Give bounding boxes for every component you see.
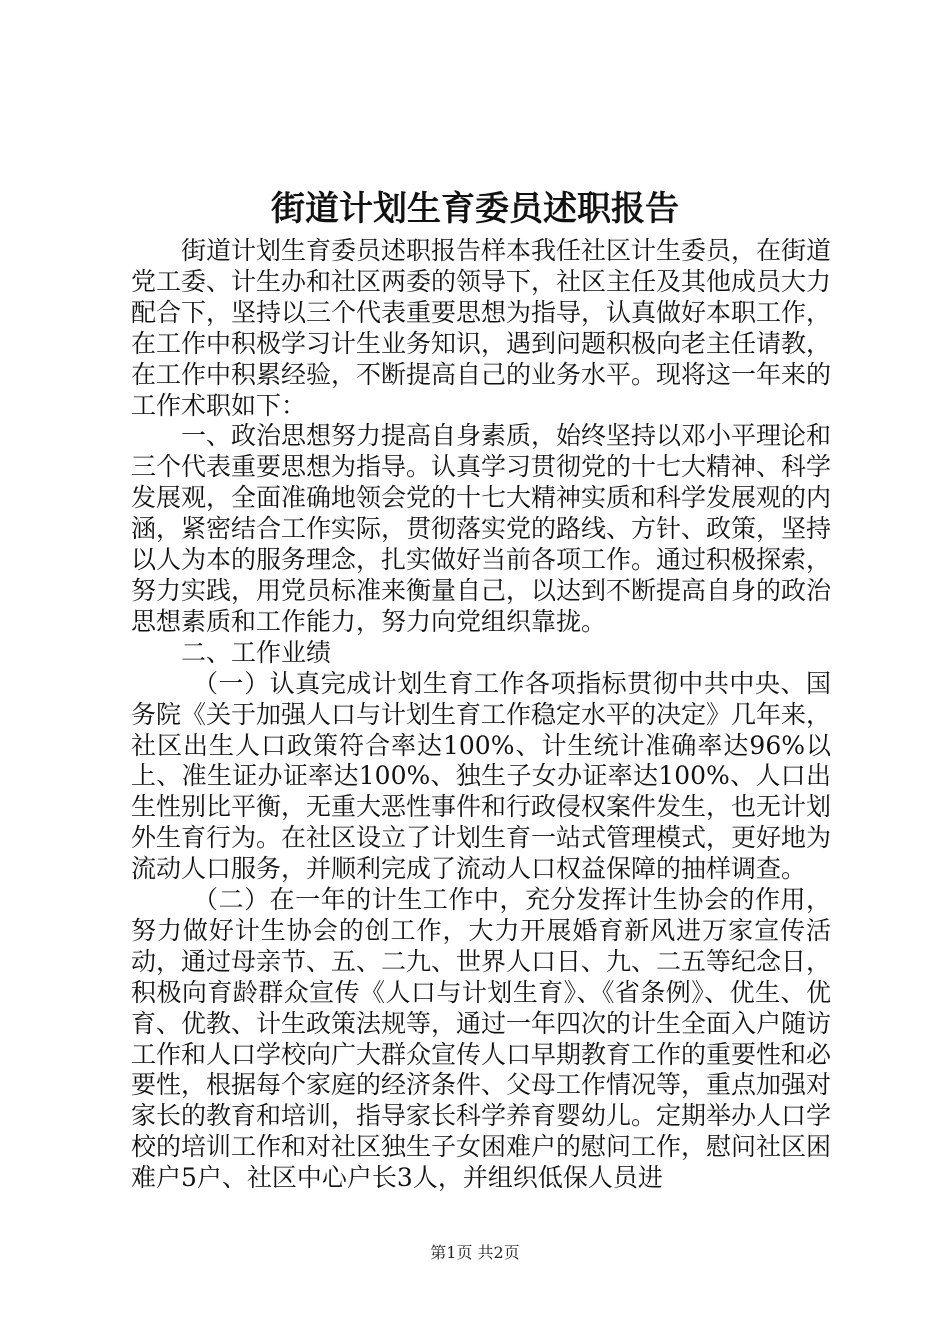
page-footer: 第1页 共2页 xyxy=(430,1243,520,1262)
document-body xyxy=(131,236,831,1194)
paragraph-subsection-1: （一）认真完成计划生育工作各项指标贯彻中共中央、国务院《关于加强人口与计划生育工作稳定水平的决定》几年来，社区出生人口政策符合率达100%、计生统计准确率达96%以上、准生证办证率达100%、独生子女办证率达100%、人口出生性别比平衡，无重大恶性事件和行政侵权案件发生，也无计划外生育行为。在社区设立了计划生育一站式管理模式，更好地为流动人口服务，并顺利完成了流动人口权益保障的抽样调查。 xyxy=(131,668,832,884)
document-title: 街道计划生育委员述职报告 xyxy=(271,189,679,229)
paragraph-subsection-2: （二）在一年的计生工作中，充分发挥计生协会的作用，努力做好计生协会的创工作，大力开展婚育新风进万家宣传活动，通过母亲节、五、二九、世界人口日、九、二五等纪念日，积极向育龄群众宣传《人口与计划生育》、《省条例》、优生、优育、优教、计生政策法规等，通过一年四次的计生全面入户随访工作和人口学校向广大群众宣传人口早期教育工作的重要性和必要性，根据每个家庭的经济条件、父母工作情况等，重点加强对家长的教育和培训，指导家长科学养育婴幼儿。定期举办人口学校的培训工作和对社区独生子女困难户的慰问工作，慰问社区困难户5户、社区中心户长3人，并组织低保人员进 xyxy=(131,885,832,1193)
paragraph-intro: 街道计划生育委员述职报告样本我任社区计生委员，在街道党工委、计生办和社区两委的领导下，社区主任及其他成员大力配合下，坚持以三个代表重要思想为指导，认真做好本职工作，在工作中积极学习计生业务知识，遇到问题积极向老主任请教，在工作中积累经验，不断提高自己的业务水平。现将这一年来的工作术职如下： xyxy=(131,236,832,420)
paragraph-section-1: 一、政治思想努力提高自身素质，始终坚持以邓小平理论和三个代表重要思想为指导。认真学习贯彻党的十七大精神、科学发展观，全面准确地领会党的十七大精神实质和科学发展观的内涵，紧密结合工作实际，贯彻落实党的路线、方针、政策，坚持以人为本的服务理念，扎实做好当前各项工作。通过积极探索，努力实践，用党员标准来衡量自己，以达到不断提高自身的政治思想素质和工作能力，努力向党组织靠拢。 xyxy=(131,421,832,636)
paragraph-section-2-heading: 二、工作业绩 xyxy=(181,637,332,667)
